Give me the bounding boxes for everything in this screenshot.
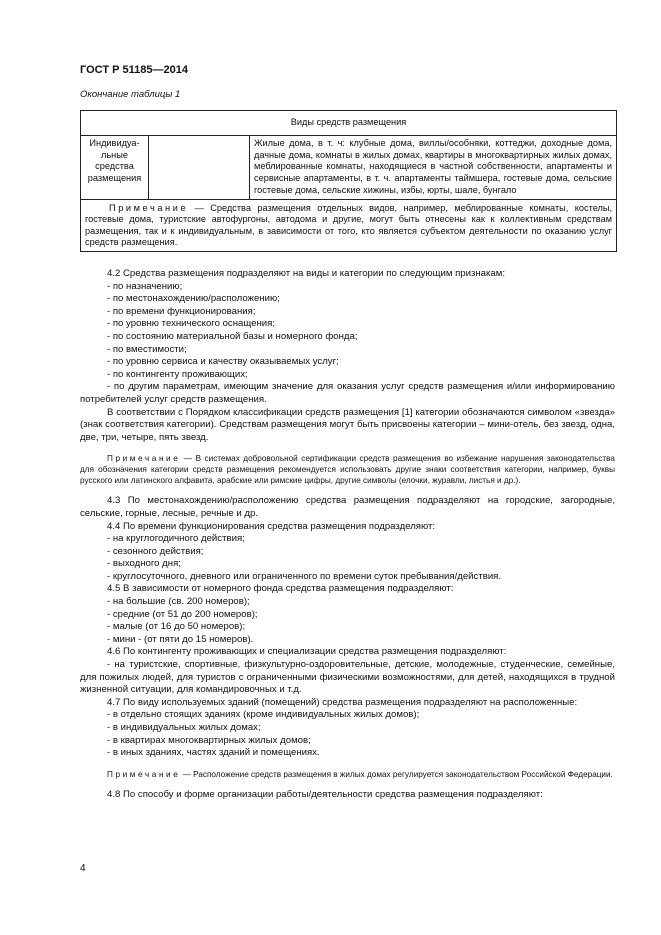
- list-item: - выходного дня;: [107, 558, 181, 570]
- list-item: - по другим параметрам, имеющим значение для оказания услуг средств размещения и/или информированию потребителей услуг средств размещения.: [80, 381, 615, 405]
- list-item: - по уровню сервиса и качеству оказываемых услуг;: [107, 356, 339, 368]
- note-2-text: — Расположение средств размещения в жилых домах регулируется законодательством Российской Федерации.: [182, 769, 613, 779]
- paragraph-4-7: 4.7 По виду используемых зданий (помещений) средства размещения подразделяют на расположенные:: [107, 696, 578, 708]
- document-id: ГОСТ Р 51185—2014: [80, 64, 188, 76]
- table-note-label: Примечание: [109, 202, 189, 213]
- paragraph-4-4: 4.4 По времени функционирования средства размещения подразделяют:: [107, 520, 436, 532]
- list-item: - на туристские, спортивные, физкультурно-оздоровительные, детские, молодежные, студенческие, семейные, для пожилых людей, для туристов с ограниченными физическими возможностями, для детей, находящихся в трудной жизненной ситуации, для командировочных и т.д.: [80, 659, 615, 696]
- paragraph-4-8: 4.8 По способу и форме организации работы/деятельности средства размещения подразделяют:: [107, 788, 543, 800]
- table-note: [81, 199, 617, 251]
- table-note-text: — Средства размещения отдельных видов, например, меблированные комнаты, костелы, гостевые дома, туристские автофургоны, автодома и другие, могут быть отнесены как к коллективным средствам размещения, так и к индивидуальным, в зависимости от того, кто является субъектом деятельности по оказанию услуг средств размещения.: [85, 202, 613, 248]
- table-row-category: [81, 136, 149, 200]
- list-item: - в отдельно стоящих зданиях (кроме индивидуальных жилых домов);: [107, 709, 420, 721]
- list-item: - на большие (св. 200 номеров);: [107, 596, 250, 608]
- page-number: 4: [80, 863, 86, 874]
- note-1: [80, 453, 615, 486]
- list-item: - в индивидуальных жилых домах;: [107, 722, 261, 733]
- list-item: - на круглогодичного действия;: [107, 533, 245, 545]
- paragraph-4-2: 4.2 Средства размещения подразделяют на виды и категории по следующим признакам:: [107, 268, 506, 279]
- list-item: - в иных зданиях, частях зданий и помещениях.: [107, 747, 320, 759]
- paragraph-4-3: 4.3 По местонахождению/расположению средства размещения подразделяют на городские, загородные, сельские, горные, лесные, речные и др.: [80, 495, 615, 519]
- category-line: льные: [101, 149, 128, 160]
- category-line: средства: [95, 161, 134, 172]
- category-line: Индивидуа-: [89, 138, 140, 148]
- note-1-text: — В системах добровольной сертификации средств размещения во избежание нарушения законодательства для обозначения категории средств размещения рекомендуется использовать другие знаки соответствия категории, например, буквы русского или латинского алфавита, арабские или римские цифры, другие символы (елочки, журавли, листья и др.).: [80, 454, 615, 486]
- list-item: - по вместимости;: [107, 343, 187, 355]
- table-empty-cell: [149, 136, 250, 200]
- list-item: - по местонахождению/расположению;: [107, 293, 280, 305]
- list-item: - в квартирах многоквартирных жилых домов;: [107, 734, 311, 746]
- list-item: - малые (от 16 до 50 номеров);: [107, 621, 246, 633]
- list-item: - мини - (от пяти до 15 номеров).: [107, 633, 254, 645]
- list-item: - по назначению;: [107, 280, 183, 292]
- table-column-header: Виды средств размещения: [81, 111, 617, 136]
- list-item: - средние (от 51 до 200 номеров);: [107, 608, 258, 620]
- note-2: [80, 769, 615, 780]
- note-1-label: Примечание: [107, 454, 181, 464]
- list-item: - по времени функционирования;: [107, 305, 256, 317]
- list-item: - круглосуточного, дневного или ограниченного по времени суток пребывания/действия.: [107, 570, 502, 582]
- list-item: - по уровню технического оснащения;: [107, 318, 276, 330]
- table-row-types: Жилые дома, в т. ч: клубные дома, виллы/особняки, коттеджи, доходные дома, дачные дома, комнаты в жилых домах, квартиры в многоквартирных жилых домах, меблированные комнаты, находящиеся в частной собственности, апартаменты и сервисные апартаменты, в т. ч. апартаменты таймшера, гостевые дома, сельские гостевые дома, сельские хижины, избы, юрты, шале, бунгало: [250, 136, 617, 200]
- accommodation-types-table: [80, 110, 617, 252]
- list-item: - по контингенту проживающих;: [107, 368, 248, 380]
- list-item: - сезонного действия;: [107, 545, 204, 557]
- paragraph-4-6: 4.6 По контингенту проживающих и специализации средства размещения подразделяют:: [107, 646, 507, 658]
- category-line: размещения: [87, 173, 142, 184]
- table-caption: Окончание таблицы 1: [80, 89, 181, 100]
- paragraph-4-5: 4.5 В зависимости от номерного фонда средства размещения подразделяют:: [107, 583, 454, 595]
- list-item: - по состоянию материальной базы и номерного фонда;: [107, 330, 358, 342]
- note-2-label: Примечание: [107, 769, 181, 779]
- document-body: [80, 268, 615, 801]
- paragraph-stars: В соответствии с Порядком классификации средств размещения [1] категории обозначаются символом «звезда» (знак соответствия категории). Средствам размещения могут быть присвоены категории – мини-отель, без звезд, одна, две, три, четыре, пять звезд.: [80, 406, 615, 443]
